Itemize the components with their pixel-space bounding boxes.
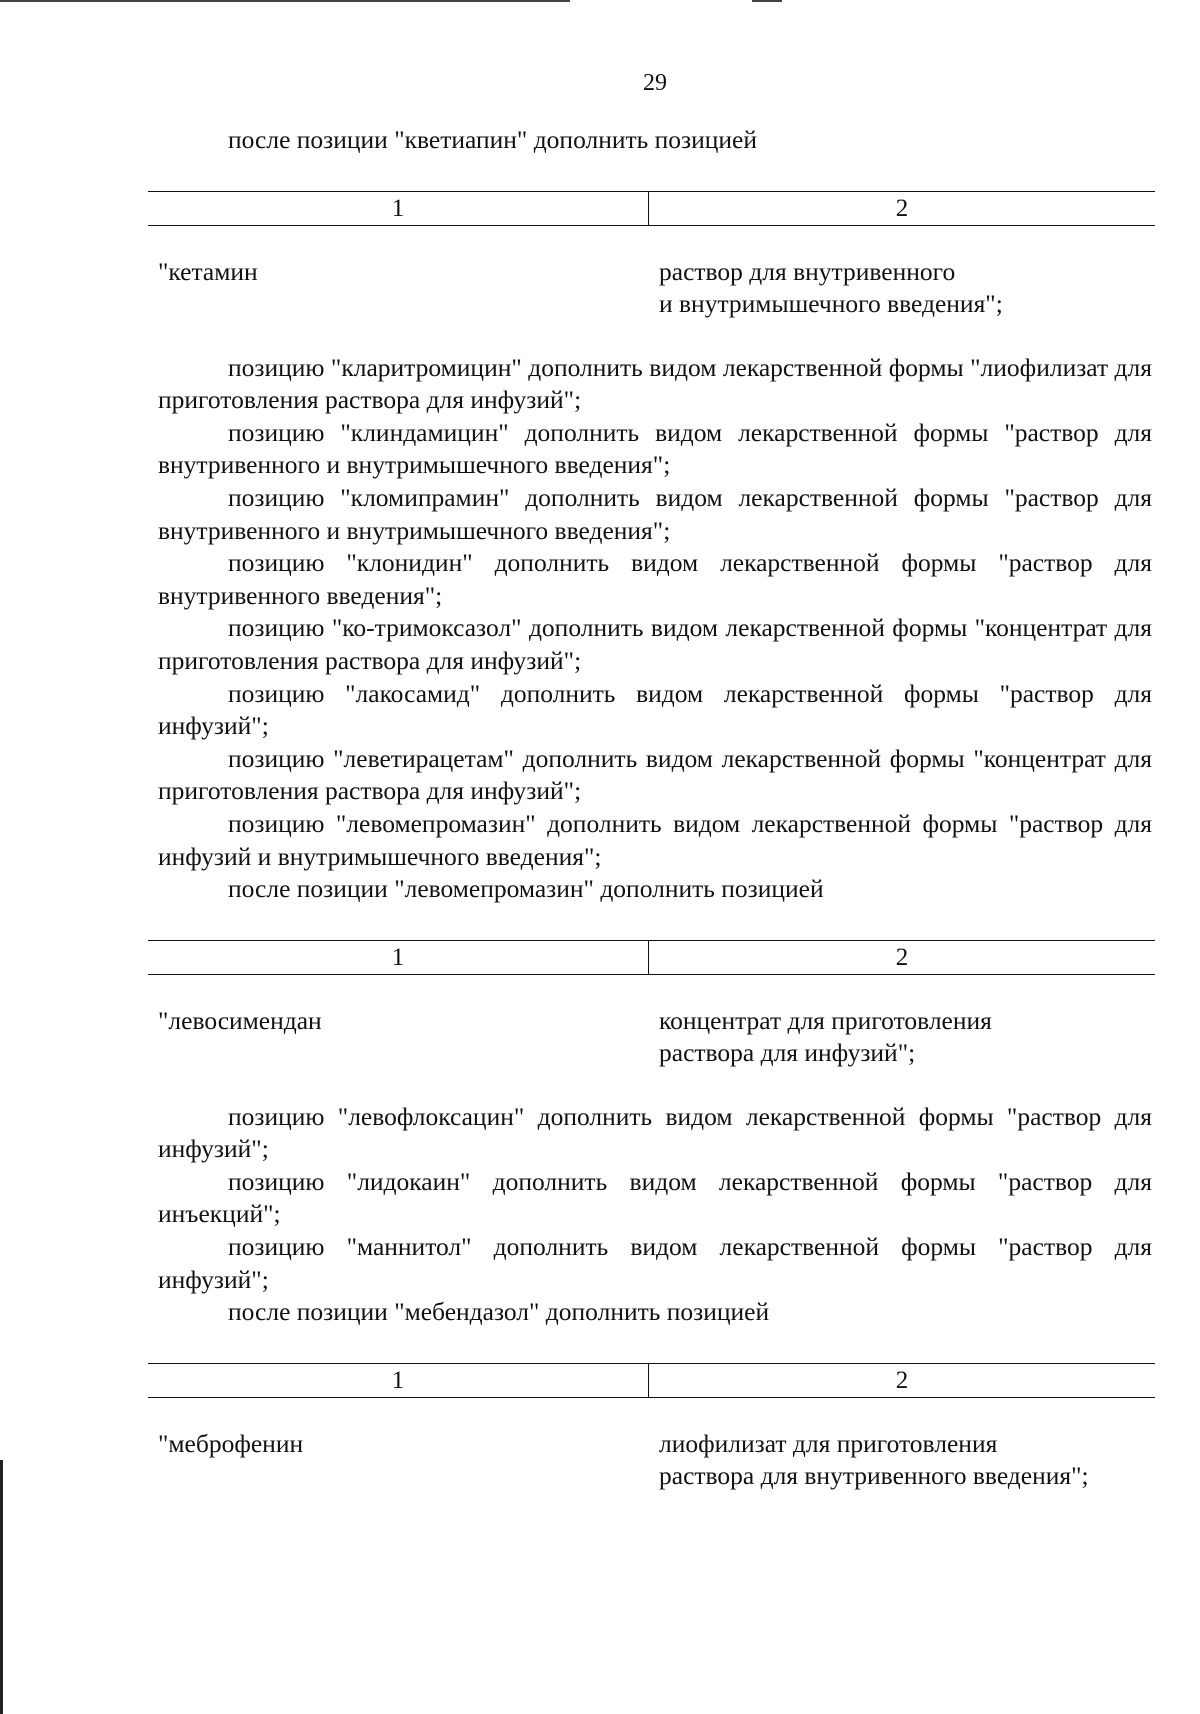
document-body xyxy=(158,124,1152,1494)
amendment-paragraph: позицию "левофлоксацин" дополнить видом лекарственной формы "раствор для инфузий"; xyxy=(158,1101,1152,1164)
table-row xyxy=(158,1005,1152,1071)
scan-edge xyxy=(752,0,782,2)
amendment-paragraph: позицию "лидокаин" дополнить видом лекарственной формы "раствор для инъекций"; xyxy=(158,1166,1152,1229)
column-header-1: 1 xyxy=(148,192,649,225)
dosage-form xyxy=(659,256,1159,321)
dosage-form-line: концентрат для приготовления xyxy=(659,1005,992,1035)
amendment-paragraph: позицию "кларитромицин" дополнить видом лекарственной формы "лиофилизат для приготовления раствора для инфузий"; xyxy=(158,352,1152,415)
dosage-form-line: и внутримышечного введения"; xyxy=(659,289,1003,319)
amendment-paragraph: позицию "лакосамид" дополнить видом лекарственной формы "раствор для инфузий"; xyxy=(158,678,1152,741)
dosage-form-line: раствора для внутривенного введения"; xyxy=(659,1461,1089,1491)
column-header-2: 2 xyxy=(895,194,909,222)
dosage-form-line: лиофилизат для приготовления xyxy=(659,1428,998,1458)
amendment-intro: после позиции "кветиапин" дополнить позицией xyxy=(228,125,758,154)
scan-edge xyxy=(0,1460,3,1714)
scan-edge xyxy=(0,0,570,2)
dosage-form-line: раствора для инфузий"; xyxy=(659,1038,916,1068)
column-header-1: 1 xyxy=(148,941,649,974)
dosage-form xyxy=(659,1005,1159,1070)
amendment-paragraph: позицию "ко-тримоксазол" дополнить видом лекарственной формы "концентрат для приготовления раствора для инфузий"; xyxy=(158,613,1152,675)
drug-name: "меброфенин xyxy=(158,1428,304,1458)
page-number: 29 xyxy=(643,70,667,96)
amendment-paragraph: позицию "левомепромазин" дополнить видом лекарственной формы "раствор для инфузий и внутримышечного введения"; xyxy=(158,808,1152,871)
amendment-intro: после позиции "мебендазол" дополнить позицией xyxy=(228,1297,770,1327)
amendment-paragraph: позицию "кломипрамин" дополнить видом лекарственной формы "раствор для внутривенного и внутримышечного введения"; xyxy=(158,482,1152,545)
amendment-paragraph: позицию "леветирацетам" дополнить видом лекарственной формы "концентрат для приготовления раствора для инфузий"; xyxy=(158,743,1152,806)
amendment-paragraph: позицию "клонидин" дополнить видом лекарственной формы "раствор для внутривенного введения"; xyxy=(158,548,1152,610)
dosage-form xyxy=(659,1428,1159,1493)
table-header xyxy=(148,1363,1155,1398)
table-row xyxy=(158,1428,1152,1494)
amendment-paragraph: позицию "клиндамицин" дополнить видом лекарственной формы "раствор для внутривенного и внутримышечного введения"; xyxy=(158,417,1152,480)
table-header xyxy=(148,940,1155,975)
column-header-2: 2 xyxy=(895,1366,909,1394)
amendment-intro: после позиции "левомепромазин" дополнить позицией xyxy=(228,874,824,904)
dosage-form-line: раствор для внутривенного xyxy=(659,256,956,286)
amendment-paragraph: позицию "маннитол" дополнить видом лекарственной формы "раствор для инфузий"; xyxy=(158,1232,1152,1294)
column-header-1: 1 xyxy=(148,1364,649,1397)
drug-name: "левосимендан xyxy=(158,1005,322,1035)
table-row xyxy=(158,256,1152,322)
table-header xyxy=(148,191,1155,226)
drug-name: "кетамин xyxy=(158,256,258,286)
column-header-2: 2 xyxy=(895,943,909,971)
